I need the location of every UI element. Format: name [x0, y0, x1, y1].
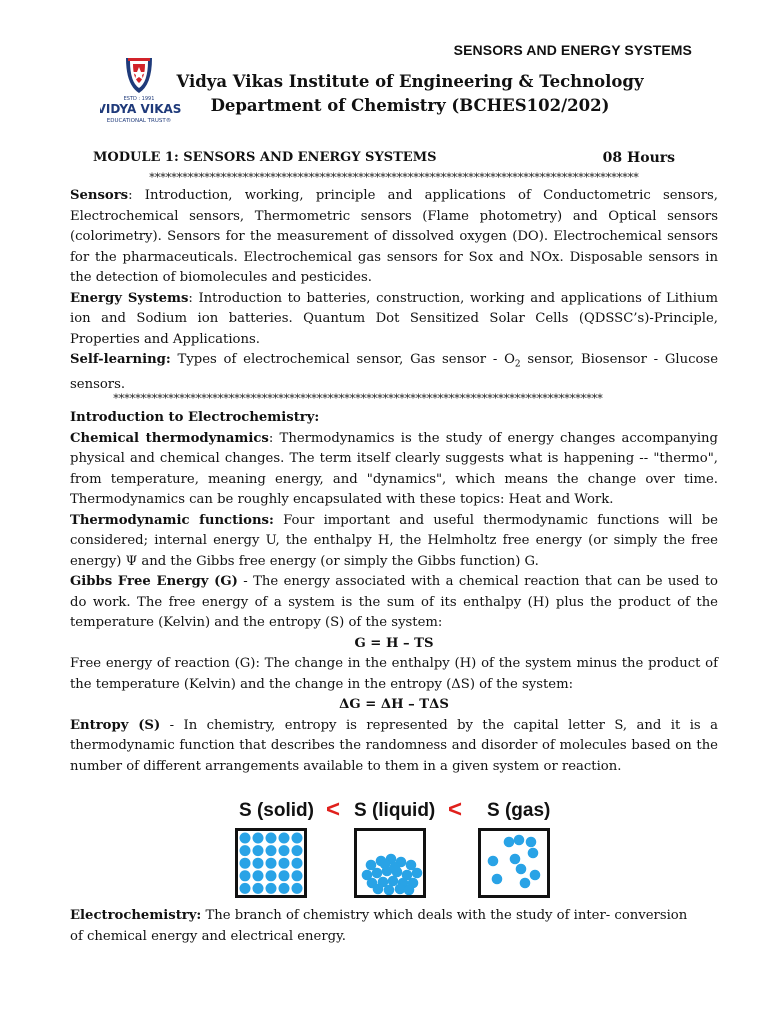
module-row: [93, 150, 675, 165]
particle-dot: [516, 864, 527, 875]
solid-box: [235, 828, 307, 898]
particle-dot: [292, 833, 303, 844]
liquid-particles: [357, 831, 423, 895]
entropy-text: - In chemistry, entropy is represented by the capital letter S, and it is a thermodynamic function that describes the randomness and disorder of molecules based on the number of different arrangements available to them in a given system or reaction.: [70, 717, 718, 774]
particle-dot: [266, 845, 277, 856]
particle-dot: [372, 868, 383, 879]
thermo-func-paragraph: [70, 511, 718, 573]
particle-dot: [240, 883, 251, 894]
sensors-text: : Introduction, working, principle and applications of Conductometric sensors, Electrochemical sensors, Thermometric sensors (Flame photometry) and Optical sensors (colorimetry). Sensors for the measurement of dissolved oxygen (DO). Electrochemical sensors for the pharmaceuticals. Electrochemical gas sensors for Sox and NOx. Disposable sensors in the detection of biomolecules and pesticides.: [70, 188, 718, 285]
running-title: SENSORS AND ENERGY SYSTEMS: [453, 42, 692, 58]
particle-dot: [266, 833, 277, 844]
particle-dot: [266, 870, 277, 881]
particle-dot: [520, 878, 531, 889]
gibbs-paragraph: [70, 572, 718, 634]
chem-thermo-label: Chemical thermodynamics: [70, 430, 269, 446]
institute-name: Vidya Vikas Institute of Engineering & Technology: [176, 72, 644, 91]
particle-dot: [240, 858, 251, 869]
chem-thermo-text: : Thermodynamics is the study of energy changes accompanying physical and chemical changes. The term itself clearly suggests what is happening -- "thermo", from temperature, meaning energy, and "dynamics", which means the change over time. Thermodynamics can be roughly encapsulated with these topics: Heat and Work.: [70, 430, 718, 507]
particle-dot: [279, 883, 290, 894]
electro-label: Electrochemistry:: [70, 908, 202, 923]
particle-dot: [373, 884, 384, 895]
syllabus-section: [70, 186, 718, 396]
particle-dot: [279, 845, 290, 856]
particle-dot: [240, 833, 251, 844]
gas-particles: [481, 831, 547, 895]
logo-name: VIDYA VIKAS: [100, 102, 182, 116]
logo-estd: ESTD : 1991: [123, 96, 155, 102]
particle-dot: [253, 870, 264, 881]
separator-bottom: *****************************************************************************************: [113, 393, 603, 405]
free-energy-paragraph: Free energy of reaction (G): The change in the enthalpy (H) of the system minus the product of the temperature (Kelvin) and the change in the entropy (ΔS) of the system:: [70, 656, 718, 692]
particle-dot: [292, 883, 303, 894]
particle-dot: [395, 884, 406, 895]
self-learning-subscript: 2: [514, 359, 521, 370]
particle-dot: [510, 854, 521, 865]
comparator-2: <: [448, 796, 463, 823]
thermo-func-label: Thermodynamic functions:: [70, 512, 274, 528]
label-gas: S (gas): [487, 800, 551, 821]
particle-dot: [526, 837, 537, 848]
particle-dot: [380, 859, 391, 870]
thermo-func-text: Four important and useful thermodynamic functions will be considered; internal energy U, the enthalpy H, the Helmholtz free energy (or simply the free energy) Ψ and the Gibbs free energy (or simply the Gibbs function) G.: [70, 512, 718, 569]
intro-heading: Introduction to Electrochemistry:: [70, 410, 320, 425]
particle-dot: [412, 868, 423, 879]
module-hours: 08 Hours: [602, 150, 675, 166]
chem-thermo-paragraph: [70, 429, 718, 511]
electro-line-1: [70, 906, 718, 927]
label-liquid: S (liquid): [354, 800, 436, 821]
intro-section: [70, 408, 718, 777]
particle-dot: [240, 845, 251, 856]
separator-top: *****************************************************************************************: [149, 172, 639, 184]
department-name: Department of Chemistry (BCHES102/202): [210, 96, 610, 115]
solid-particles: [238, 831, 304, 895]
electro-text-1: The branch of chemistry which deals with the study of inter- conversion: [201, 908, 688, 923]
particle-dot: [279, 833, 290, 844]
particle-dot: [390, 862, 401, 873]
particle-dot: [528, 848, 539, 859]
particle-dot: [279, 858, 290, 869]
electro-line-2: of chemical energy and electrical energy.: [70, 928, 346, 944]
particle-dot: [384, 885, 395, 895]
particle-dot: [514, 835, 525, 846]
particle-dot: [266, 883, 277, 894]
electrochemistry-section: [70, 906, 718, 947]
self-learning-label: Self-learning:: [70, 352, 171, 367]
energy-text: : Introduction to batteries, construction, working and applications of Lithium ion and Sodium ion batteries. Quantum Dot Sensitized Solar Cells (QDSSC’s)-Principle, Properties and Applications.: [70, 290, 718, 347]
particle-dot: [292, 870, 303, 881]
institute-heading: [150, 70, 670, 118]
sensors-paragraph: [70, 186, 718, 289]
self-learning-paragraph: [70, 350, 718, 396]
particle-dot: [530, 870, 541, 881]
self-learning-text-end: sensor, Biosensor - Glucose sensors.: [70, 352, 718, 393]
sensors-label: Sensors: [70, 188, 129, 203]
gibbs-text: - The energy associated with a chemical reaction that can be used to do work. The free energy of a system is the sum of its enthalpy (H) plus the product of the temperature (Kelvin) and the entropy (S) of the system:: [70, 574, 719, 630]
particle-dot: [266, 858, 277, 869]
entropy-states-figure: [235, 796, 555, 900]
module-title: MODULE 1: SENSORS AND ENERGY SYSTEMS: [93, 150, 437, 165]
energy-paragraph: [70, 289, 718, 351]
equation-delta-gibbs: ΔG = ΔH – TΔS: [339, 697, 449, 712]
particle-dot: [504, 837, 515, 848]
particle-dot: [253, 845, 264, 856]
particle-dot: [253, 858, 264, 869]
liquid-box: [354, 828, 426, 898]
entropy-label: Entropy (S): [70, 717, 161, 733]
particle-dot: [292, 858, 303, 869]
particle-dot: [253, 833, 264, 844]
entropy-paragraph: [70, 716, 718, 778]
particle-dot: [492, 874, 503, 885]
comparator-1: <: [326, 796, 341, 823]
particle-dot: [279, 870, 290, 881]
particle-dot: [253, 883, 264, 894]
logo-trust: EDUCATIONAL TRUST®: [106, 118, 172, 124]
label-solid: S (solid): [239, 800, 314, 821]
gibbs-label: Gibbs Free Energy (G): [70, 574, 238, 589]
particle-dot: [240, 870, 251, 881]
equation-gibbs: G = H – TS: [354, 635, 434, 651]
energy-label: Energy Systems: [70, 290, 189, 306]
particle-dot: [404, 885, 415, 895]
gas-box: [478, 828, 550, 898]
self-learning-text: Types of electrochemical sensor, Gas sensor - O: [170, 352, 515, 367]
particle-dot: [488, 856, 499, 867]
particle-dot: [292, 845, 303, 856]
